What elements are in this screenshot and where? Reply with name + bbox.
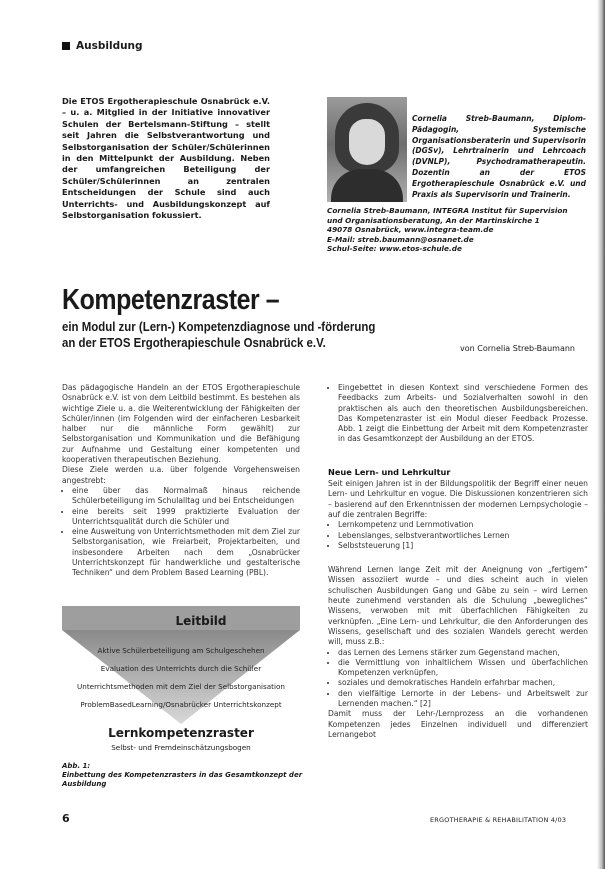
figure-bottom-label: Lernkompetenzraster (108, 726, 254, 740)
bullet-list (328, 520, 588, 551)
paragraph: Diese Ziele werden u.a. über folgende Vorgehensweisen angestrebt: (62, 465, 300, 485)
contact-website: Schul-Seite: www.etos-schule.de (327, 244, 462, 254)
right-column (328, 383, 588, 740)
figure-row: Unterrichtsmethoden mit dem Ziel der Selbstorganisation (77, 682, 285, 691)
page-edge-shadow (597, 0, 605, 869)
subtitle-line: ein Modul zur (Lern-) Kompetenzdiagnose und -förderung (62, 319, 376, 334)
list-item: • soziales und demokratisches Handeln erfahrbar machen, (338, 678, 588, 688)
section-square-icon (62, 42, 70, 50)
list-item: • Selbststeuerung [1] (338, 541, 588, 551)
section-heading: Neue Lern- und Lehrkultur (328, 466, 451, 477)
figure-pyramid (62, 606, 300, 756)
article-subtitle (62, 319, 375, 351)
article-author: von Cornelia Streb-Baumann (460, 344, 575, 353)
list-item: • das Lernen des Lernens stärker zum Gegenstand machen, (338, 648, 588, 658)
figure-caption (62, 762, 307, 789)
bullet-list (62, 486, 300, 579)
subtitle-line: an der ETOS Ergotherapieschule Osnabrück e.V. (62, 335, 326, 350)
list-item: • eine bereits seit 1999 praktizierte Evaluation der Unterrichtsqualität durch die Schüler und (72, 507, 300, 528)
caption-text: Einbettung des Kompetenzrasters in das Gesamtkonzept der Ausbildung (62, 771, 303, 788)
contact-line: 49078 Osnabrück, www.integra-team.de (327, 225, 494, 235)
list-item: • Eingebettet in diesen Kontext sind verschiedene Formen des Feedbacks zum Arbeits- und Sozialverhalten sowohl in den praktischen als auch den theoretischen Ausbildungsbereichen. Das Kompetenzraster ist ein Modul dieser Feedback Prozesse. Abb. 1 zeigt die Einbettung der Arbeit mit dem Kompetenzraster in das Gesamtkonzept der Ausbildung an der ETOS. (338, 383, 588, 445)
section-label-text: Ausbildung (76, 40, 143, 52)
figure-row: Evaluation des Unterrichts durch die Schüler (100, 664, 262, 673)
left-column (62, 383, 300, 579)
list-item: • die Vermittlung von inhaltlichem Wissen und überfachlichen Kompetenzen verknüpfen, (338, 658, 588, 679)
paragraph: Seit einigen Jahren ist in der Bildungspolitik der Begriff einer neuen Lern- und Lehrkultur en vogue. Die Diskussionen konzentrieren sich – basierend auf den Erkenntnissen der modernen Lernpsychologie – auf die zentralen Begriffe: (328, 479, 588, 519)
paragraph: Das pädagogische Handeln an der ETOS Ergotherapieschule Osnabrück e.V. ist von dem Leitbild bestimmt. Es bestehen als wichtige Ziele u. a. die Weiterentwicklung der Fähigkeiten der Schüler/innen (im Folgenden wird der einfacheren Lesbarkeit halber nur die männliche Form gewählt) zur Selbstorganisation und Kommunikation und die Befähigung zur Aufnahme und Gestaltung einer kompetenten und kooperativen therapeutischen Beziehung. (62, 383, 300, 465)
author-bio: Cornelia Streb-Baumann, Diplom-Pädagogin, Systemische Organisationsberaterin und Supervisorin (DGSv), Lehrtrainerin und Lehrcoach (DVNLP), Psychodramatherapeutin. Dozentin an der ETOS Ergotherapieschule Osnabrück e.V. und Praxis als Supervisorin und Trainerin. (412, 114, 586, 199)
list-item: • eine über das Normalmaß hinaus reichende Schülerbeteiligung im Schulalltag und bei Entscheidungen (72, 486, 300, 507)
caption-number: Abb. 1: (62, 762, 91, 770)
section-label (62, 40, 143, 52)
bullet-list (328, 648, 588, 710)
contact-email: E-Mail: streb.baumann@osnanet.de (327, 234, 474, 244)
list-item: • Lebenslanges, selbstverantwortliches Lernen (338, 531, 588, 541)
footer-source: ERGOTHERAPIE & REHABILITATION 4/03 (430, 816, 567, 824)
figure-top-label: Leitbild (175, 614, 227, 628)
paragraph: Damit muss der Lehr-/Lernprozess an die vorhandenen Kompetenzen jedes Einzelnen individuell und differenziert Lernangebot (328, 709, 588, 739)
author-photo (327, 97, 407, 202)
author-contact (327, 206, 589, 254)
paragraph: Während Lernen lange Zeit mit der Aneignung von „fertigem“ Wissen assoziiert wurde – und dies scheint auch in vielen schulischen Ausbildungen Gang und Gäbe zu sein – wird Lernen heute zunehmend verstanden als die Schulung „bewegliches“ Wissens, verwoben mit mit überfachlichen Fähigkeiten zu verknüpfen. „Eine Lern- und Lehrkultur, die den Anforderungen des Wissens, gesellschaft und des sozialen Wandels gerecht werden will, muss z.B.: (328, 565, 588, 647)
article-title: Kompetenzraster – (62, 284, 280, 316)
figure-row: ProblemBasedLearning/Osnabrücker Unterrichtskonzept (80, 700, 282, 709)
list-item: • Lernkompetenz und Lernmotivation (338, 520, 588, 530)
list-item: • den vielfältige Lernorte in der Lebens- und Arbeitswelt zur Lernenden machen.“ [2] (338, 689, 588, 710)
contact-line: und Organisationsberatung, An der Martinskirche 1 (327, 215, 540, 225)
intro-paragraph: Die ETOS Ergotherapieschule Osnabrück e.V. – u. a. Mitglied in der Initiative innovativer Schulen der Bertelsmann-Stiftung – stellt seit Jahren die Selbstverantwortung und Selbstorganisation der Schüler/Schülerinnen in den Mittelpunkt der Ausbildung. Neben der umfangreichen Beteiligung der Schüler/Schülerinnen an zentralen Entscheidungen der Schule sind auch Unterrichts- und Ausbildungskonzept auf Selbstorganisation fokussiert. (62, 96, 270, 221)
list-item: • eine Ausweitung von Unterrichtsmethoden mit dem Ziel zur Selbstorganisation, wie Freiarbeit, Projektarbeiten, und insbesondere Arbeiten nach dem „Osnabrücker Unterrichtskonzept für handwerkliche und gestalterische Techniken“ und dem Problem Based Learning (PBL). (72, 527, 300, 578)
contact-line: Cornelia Streb-Baumann, INTEGRA Institut für Supervision (327, 206, 568, 215)
page-number: 6 (62, 812, 70, 825)
figure-row: Aktive Schülerbeteiligung am Schulgeschehen (97, 646, 265, 655)
figure-bottom-sublabel: Selbst- und Fremdeinschätzungsbogen (111, 743, 251, 752)
bullet-list (328, 383, 588, 445)
